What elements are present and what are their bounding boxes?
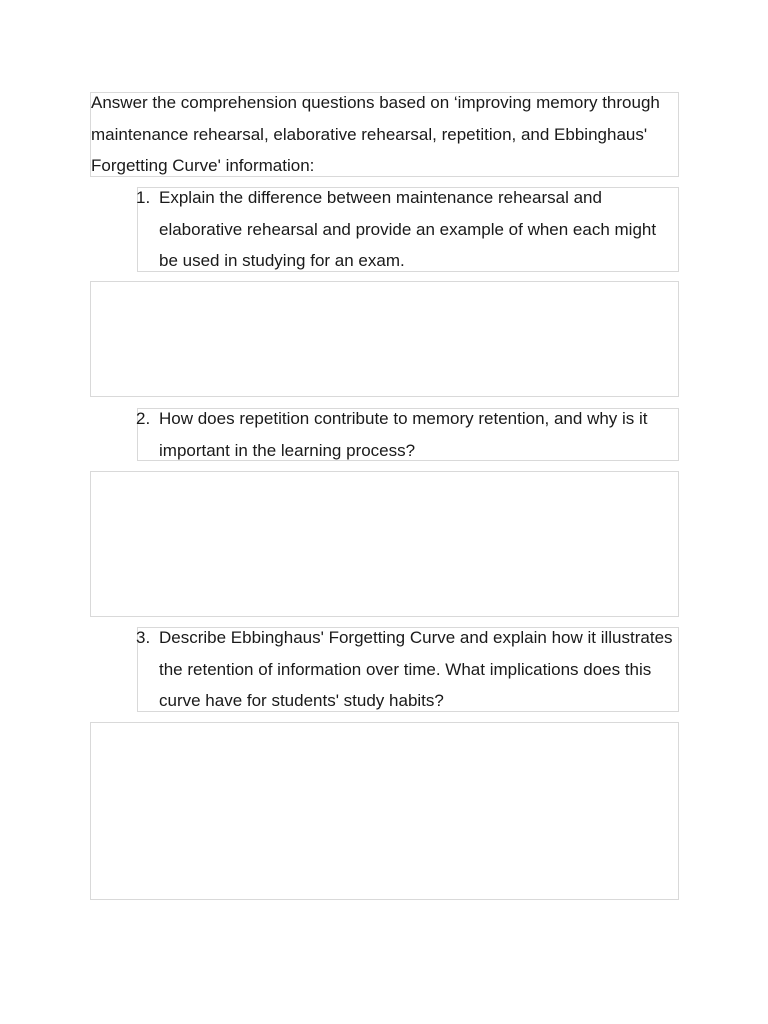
- answer-1-field[interactable]: [90, 281, 679, 397]
- question-2-text: How does repetition contribute to memory retention, and why is it important in the learning process?: [159, 409, 648, 460]
- question-3-number: 3.: [136, 628, 151, 647]
- question-1-text: Explain the difference between maintenance rehearsal and elaborative rehearsal and provide an example of when each might be used in studying for an exam.: [159, 188, 657, 270]
- question-3-box: [137, 627, 679, 712]
- question-3-text: Describe Ebbinghaus' Forgetting Curve and explain how it illustrates the retention of information over time. What implications does this curve have for students' study habits?: [159, 628, 673, 710]
- answer-2-field[interactable]: [90, 471, 679, 617]
- question-2-box: [137, 408, 679, 461]
- instructions-text: Answer the comprehension questions based on ‘improving memory through maintenance rehearsal, elaborative rehearsal, repetition, and Ebbinghaus' Forgetting Curve' information:: [91, 93, 660, 175]
- question-1-box: [137, 187, 679, 272]
- answer-3-field[interactable]: [90, 722, 679, 900]
- question-2-number: 2.: [136, 409, 151, 428]
- instructions-box: [90, 92, 679, 177]
- question-1-number: 1.: [136, 188, 151, 207]
